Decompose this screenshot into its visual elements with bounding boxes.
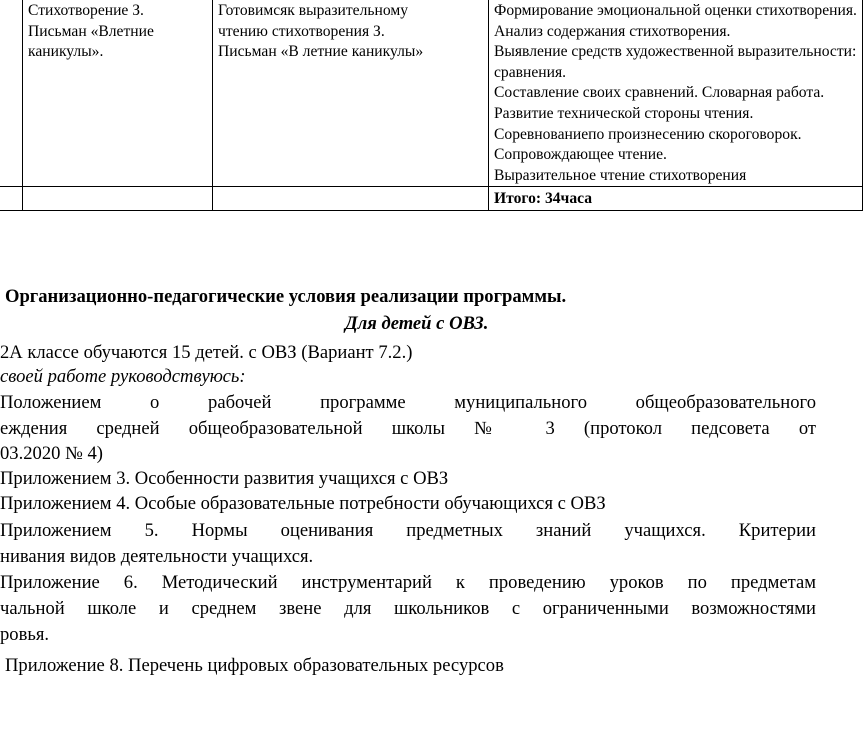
total-hours: Итого: 34часа: [489, 187, 863, 211]
activity-item: Соревнованиепо произнесению скороговорок. Сопровождающее чтение.: [494, 125, 802, 164]
list-item-4-line: Приложением 5. Нормы оценивания предметных знаний учащихся. Критерии: [0, 520, 816, 541]
list-item-1-line: Положением о рабочей программе муниципального общеобразовательного: [0, 392, 816, 413]
list-item-1-line: еждения средней общеобразовательной школы № 3 (протокол педсовета от: [0, 418, 816, 439]
activity-item: Формирование эмоциональной оценки стихотворения.: [494, 2, 857, 19]
list-item-4-line: нивания видов деятельности учащихся.: [0, 546, 314, 567]
list-item-1-line: 03.2020 № 4): [0, 443, 103, 464]
table-row-total: [0, 187, 863, 211]
table-cell-activities: [489, 0, 863, 187]
table-row: [0, 0, 863, 187]
activity-item: Выявление средств художественной выразительности: сравнения.: [494, 43, 857, 81]
task-line: чтению стихотворения З.: [218, 22, 385, 40]
table-cell-topic: [23, 0, 213, 187]
table-cell-empty: [23, 187, 213, 211]
activity-item: Составление своих сравнений. Словарная работа.: [494, 84, 825, 102]
lesson-plan-table: [0, 0, 863, 211]
section-heading: Организационно-педагогические условия реализации программы.: [5, 286, 567, 307]
topic-line: Письман «Влетние: [28, 22, 154, 40]
section-subheading: Для детей с ОВЗ.: [345, 313, 489, 334]
list-item-6: Приложение 8. Перечень цифровых образовательных ресурсов: [5, 655, 504, 676]
activity-item: Анализ содержания стихотворения.: [494, 22, 731, 40]
list-item-5-line: чальной школе и среднем звене для школьников с ограниченными возможностями: [0, 598, 816, 619]
list-item-3: Приложением 4. Особые образовательные потребности обучающихся с ОВЗ: [0, 493, 606, 514]
table-cell-task: [213, 0, 489, 187]
list-item-5-line: ровья.: [0, 624, 50, 645]
task-line: Письман «В летние каникулы»: [218, 43, 424, 61]
topic-line: каникулы».: [28, 43, 104, 61]
table-cell-empty: [213, 187, 489, 211]
list-item-5-line: Приложение 6. Методический инструментарий к проведению уроков по предметам: [0, 572, 816, 593]
task-line: Готовимсяк выразительному: [218, 2, 408, 19]
guided-by-label: своей работе руководствуюсь:: [0, 366, 246, 387]
topic-line: Стихотворение З.: [28, 2, 144, 19]
class-info: 2А классе обучаются 15 детей. с ОВЗ (Вариант 7.2.): [0, 342, 413, 363]
list-item-2: Приложением 3. Особенности развития учащихся с ОВЗ: [0, 468, 449, 489]
table-cell-empty: [0, 187, 23, 211]
activity-item: Выразительное чтение стихотворения: [494, 166, 747, 184]
activity-item: Развитие технической стороны чтения.: [494, 104, 754, 122]
table-cell-number: [0, 0, 23, 187]
